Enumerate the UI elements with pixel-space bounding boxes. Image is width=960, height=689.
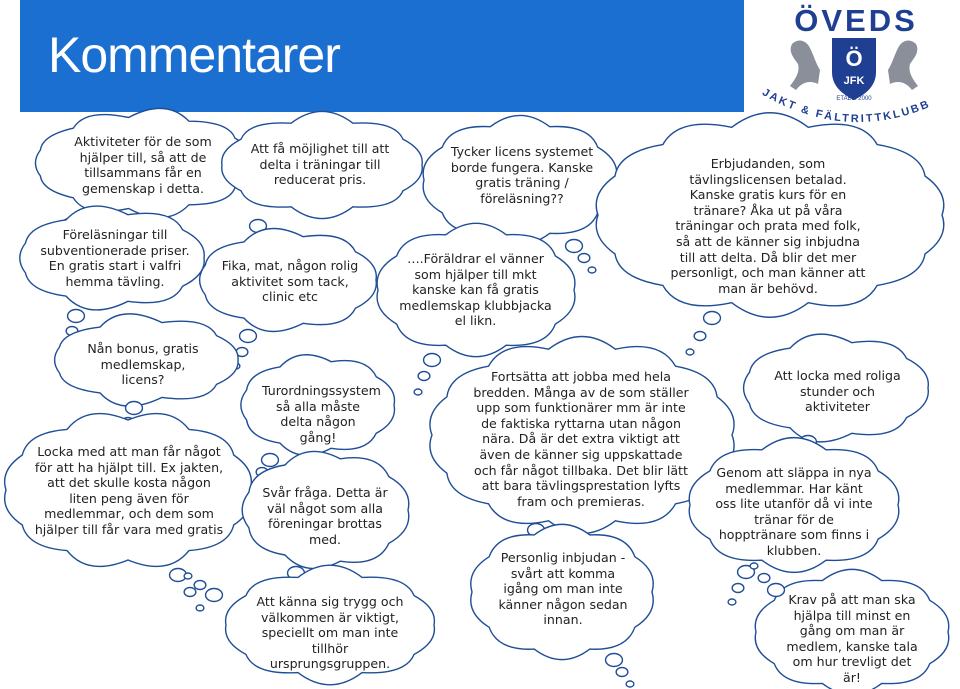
cloud-tail-bubble: [768, 584, 785, 597]
cloud-tail-bubble: [194, 581, 206, 590]
cloud-tail-bubble: [732, 584, 744, 593]
logo-motto: JAKT & FÄLTRITTKLUBB: [760, 86, 933, 126]
cloud-tail-bubble: [196, 605, 204, 611]
logo-name: ÖVEDS: [794, 3, 918, 38]
comment-text: Att känna sig trygg och välkommen är viktigt, speciellt om man inte tillhör ursprungsgruppen.: [256, 594, 404, 672]
cloud-tail-bubble: [704, 312, 721, 325]
comment-text: Personlig inbjudan - svårt att komma igång om man inte känner någon sedan innan.: [498, 550, 628, 628]
cloud-tail-bubble: [578, 254, 590, 263]
cloud-tail-bubble: [758, 574, 770, 583]
cloud-tail-bubble: [262, 454, 279, 467]
logo-badge-letter: Ö: [845, 46, 863, 71]
cloud-tail-bubble: [626, 681, 634, 687]
comment-text: Tycker licens systemet borde fungera. Kanske gratis träning / föreläsning??: [450, 144, 594, 206]
comment-text: Nån bonus, gratis medlemskap, licens?: [87, 341, 199, 388]
comment-text: Erbjudanden, som tävlingslicensen betalad. Kanske gratis kurs för en tränare? Åka ut på våra träningar och prata med folk, så att de känner sig inbjudna till att delta. Då blir det mer personligt, och man känner att man är behövd.: [670, 156, 866, 296]
comment-text: Fortsätta att jobba med hela bredden. Många av de som ställer upp som funktionärer mm är inte de faktiska ryttarna utan någon nära. Då är det extra viktigt att även de känner sig uppskattade och får något tillbaka. Det blir lätt att bara tävlingsprestation lyfts fram och premieras.: [473, 369, 689, 509]
cloud-tail-bubble: [414, 389, 422, 395]
cloud-tail-bubble: [606, 654, 623, 667]
comment-text: Genom att släppa in nya medlemmar. Har känt oss lite utanför då vi inte tränar för de hopptränare som finns i klubben.: [715, 465, 873, 558]
comment-text: Krav på att man ska hjälpa till minst en gång om man är medlem, kanske tala om hur trevligt det är!: [786, 592, 918, 685]
comment-text: Föreläsningar till subventionerade priser. En gratis start i valfri hemma tävling.: [40, 227, 190, 289]
logo-initials: JFK: [843, 75, 865, 87]
cloud-tail-bubble: [184, 588, 196, 597]
cloud-tail-bubble: [588, 267, 596, 273]
cloud-tail-bubble: [184, 573, 192, 579]
cloud-tail-bubble: [750, 563, 758, 569]
cloud-tail-bubble: [728, 599, 736, 605]
cloud-tail-bubble: [616, 668, 628, 677]
cloud-tail-bubble: [240, 330, 257, 343]
cloud-tail-bubble: [686, 349, 694, 355]
comment-text: Aktiviteter för de som hjälper till, så att de tillsammans får en gemenskap i detta.: [74, 134, 212, 196]
comment-text: Fika, mat, någon rolig aktivitet som tack, clinic etc: [221, 258, 359, 305]
comment-text: Att få möjlighet till att delta i träningar till reducerat pris.: [250, 141, 390, 188]
cloud-tail-bubble: [694, 332, 706, 341]
cloud-tail-bubble: [424, 354, 441, 367]
comment-text: Att locka med roliga stunder och aktiviteter: [774, 368, 901, 415]
comment-text: Locka med att man får något för att ha hjälpt till. Ex jakten, att det skulle kosta någon liten peng även för medlemmar, och dem som hjälper till får vara med gratis: [34, 444, 224, 537]
comment-text: Svår fråga. Detta är väl något som alla föreningar brottas med.: [262, 485, 388, 547]
comment-text: Turordningssystem så alla måste delta någon gång!: [262, 383, 381, 445]
cloud-tail-bubble: [206, 589, 223, 602]
comment-text: ….Föräldrar el vänner som hjälper till mkt kanske kan få gratis medlemskap klubbjacka el likn.: [399, 251, 552, 329]
cloud-tail-bubble: [68, 310, 85, 323]
logo-established: ETABL. 2000: [836, 96, 872, 102]
cloud-tail-bubble: [126, 402, 143, 415]
page-title: Kommentarer: [48, 27, 340, 83]
cloud-tail-bubble: [566, 240, 583, 253]
cloud-tail-bubble: [418, 372, 430, 381]
